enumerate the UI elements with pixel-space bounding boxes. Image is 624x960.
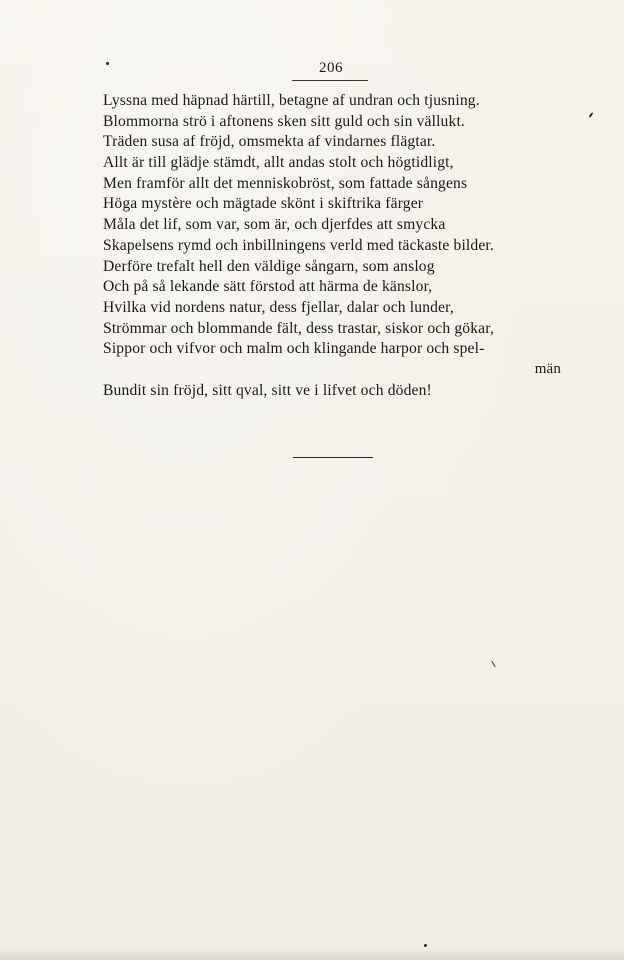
poem-line: Blommorna strö i aftonens sken sitt guld och sin vällukt. — [103, 112, 465, 130]
paper-speck — [491, 660, 496, 667]
poem-line-runover: män — [534, 360, 561, 377]
paper-speck — [424, 944, 427, 947]
poem-text — [103, 91, 573, 402]
poem-line: Hvilka vid nordens natur, dess fjellar, dalar och lunder, — [103, 298, 454, 316]
poem-line: Skapelsens rymd och inbillningens verld med täckaste bilder. — [103, 236, 494, 254]
poem-line-final: Bundit sin fröjd, sitt qval, sitt ve i lifvet och döden! — [103, 381, 432, 399]
poem-line: Och på så lekande sätt förstod att härma de känslor, — [103, 278, 433, 296]
poem-line: Derföre trefalt hell den väldige sångarn, som anslog — [103, 257, 435, 275]
page-number-rule — [292, 80, 368, 81]
paper-speck — [588, 112, 593, 118]
poem-line: Sippor och vifvor och malm och klingande harpor och spel- — [103, 340, 485, 358]
paper-speck — [106, 62, 109, 65]
poem-line: Höga mystère och mägtade skönt i skiftrika färger — [103, 195, 424, 213]
page-number: 206 — [319, 60, 343, 76]
section-end-rule — [293, 457, 373, 458]
poem-line: Men framför allt det menniskobröst, som fattade sångens — [103, 174, 468, 192]
poem-line: Strömmar och blommande fält, dess trastar, siskor och gökar, — [103, 319, 495, 337]
poem-line: Träden susa af fröjd, omsmekta af vindarnes flägtar. — [103, 133, 436, 151]
page-bottom-edge — [0, 948, 624, 960]
poem-line: Allt är till glädje stämdt, allt andas stolt och högtidligt, — [103, 154, 454, 172]
poem-line: Måla det lif, som var, som är, och djerfdes att smycka — [103, 216, 446, 234]
poem-line: Lyssna med häpnad härtill, betagne af undran och tjusning. — [103, 92, 480, 109]
